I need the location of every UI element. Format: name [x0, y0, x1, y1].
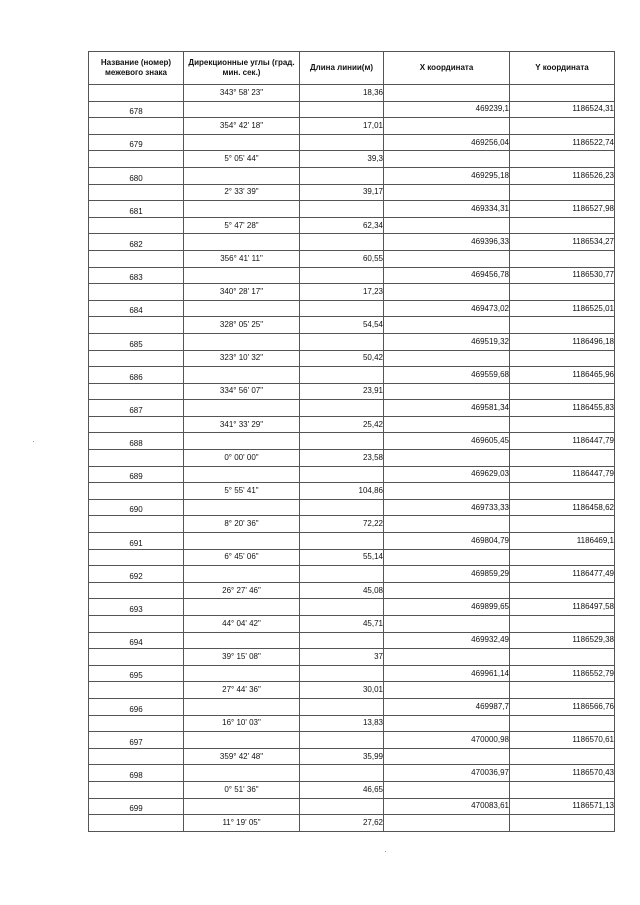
empty-cell — [510, 250, 615, 267]
table-row — [89, 748, 615, 765]
table-row — [89, 715, 615, 732]
empty-cell — [510, 649, 615, 666]
empty-cell — [510, 184, 615, 201]
empty-cell — [89, 250, 184, 267]
empty-cell — [89, 317, 184, 334]
empty-cell — [184, 167, 300, 184]
empty-cell — [184, 234, 300, 251]
x-coordinate-cell: 469559,68 — [384, 367, 510, 384]
y-coordinate-cell: 1186534,27 — [510, 234, 615, 251]
empty-cell — [184, 632, 300, 649]
empty-cell — [384, 549, 510, 566]
table-row — [89, 201, 615, 218]
empty-cell — [89, 284, 184, 301]
y-coordinate-cell: 1186525,01 — [510, 300, 615, 317]
empty-cell — [89, 118, 184, 135]
empty-cell — [384, 748, 510, 765]
empty-cell — [300, 134, 384, 151]
empty-cell — [89, 383, 184, 400]
empty-cell — [89, 748, 184, 765]
empty-cell — [384, 184, 510, 201]
empty-cell — [510, 383, 615, 400]
line-length-cell: 23,58 — [300, 450, 384, 467]
table-row — [89, 400, 615, 417]
direction-angle-cell: 0° 51' 36" — [184, 781, 300, 798]
table-row — [89, 798, 615, 815]
direction-angle-cell: 5° 05' 44" — [184, 151, 300, 168]
empty-cell — [384, 85, 510, 102]
table-row — [89, 599, 615, 616]
y-coordinate-cell: 1186570,61 — [510, 732, 615, 749]
y-coordinate-cell: 1186447,79 — [510, 466, 615, 483]
line-length-cell: 62,34 — [300, 217, 384, 234]
point-name-cell: 685 — [89, 333, 184, 350]
line-length-cell: 25,42 — [300, 416, 384, 433]
point-name-cell: 680 — [89, 167, 184, 184]
empty-cell — [300, 333, 384, 350]
empty-cell — [510, 781, 615, 798]
scan-speck — [33, 441, 34, 442]
empty-cell — [89, 582, 184, 599]
empty-cell — [89, 549, 184, 566]
empty-cell — [184, 665, 300, 682]
line-length-cell: 18,36 — [300, 85, 384, 102]
empty-cell — [384, 350, 510, 367]
y-coordinate-cell: 1186529,38 — [510, 632, 615, 649]
empty-cell — [384, 317, 510, 334]
empty-cell — [184, 698, 300, 715]
empty-cell — [300, 765, 384, 782]
x-coordinate-cell: 469581,34 — [384, 400, 510, 417]
empty-cell — [384, 815, 510, 832]
empty-cell — [510, 118, 615, 135]
point-name-cell: 693 — [89, 599, 184, 616]
line-length-cell: 54,54 — [300, 317, 384, 334]
empty-cell — [89, 450, 184, 467]
y-coordinate-cell: 1186458,62 — [510, 499, 615, 516]
empty-cell — [89, 781, 184, 798]
empty-cell — [384, 616, 510, 633]
x-coordinate-cell: 469859,29 — [384, 566, 510, 583]
y-coordinate-cell: 1186469,1 — [510, 533, 615, 550]
direction-angle-cell: 359° 42' 48" — [184, 748, 300, 765]
empty-cell — [184, 732, 300, 749]
line-length-cell: 60,55 — [300, 250, 384, 267]
point-name-cell: 694 — [89, 632, 184, 649]
table-row — [89, 815, 615, 832]
empty-cell — [89, 649, 184, 666]
line-length-cell: 39,17 — [300, 184, 384, 201]
empty-cell — [184, 267, 300, 284]
empty-cell — [300, 234, 384, 251]
empty-cell — [184, 300, 300, 317]
empty-cell — [510, 85, 615, 102]
y-coordinate-cell: 1186455,83 — [510, 400, 615, 417]
empty-cell — [510, 284, 615, 301]
empty-cell — [300, 665, 384, 682]
table-row — [89, 632, 615, 649]
x-coordinate-cell: 469295,18 — [384, 167, 510, 184]
table-row — [89, 781, 615, 798]
y-coordinate-cell: 1186465,96 — [510, 367, 615, 384]
empty-cell — [384, 416, 510, 433]
table-row — [89, 151, 615, 168]
y-coordinate-cell: 1186522,74 — [510, 134, 615, 151]
empty-cell — [184, 466, 300, 483]
direction-angle-cell: 0° 00' 00" — [184, 450, 300, 467]
x-coordinate-cell: 470000,98 — [384, 732, 510, 749]
table-row — [89, 466, 615, 483]
empty-cell — [510, 815, 615, 832]
table-row — [89, 101, 615, 118]
table-row — [89, 333, 615, 350]
empty-cell — [510, 350, 615, 367]
empty-cell — [184, 533, 300, 550]
empty-cell — [89, 350, 184, 367]
table-row — [89, 433, 615, 450]
empty-cell — [300, 367, 384, 384]
table-row — [89, 383, 615, 400]
empty-cell — [300, 400, 384, 417]
empty-cell — [184, 433, 300, 450]
table-row — [89, 649, 615, 666]
y-coordinate-cell: 1186447,79 — [510, 433, 615, 450]
x-coordinate-cell: 469932,49 — [384, 632, 510, 649]
empty-cell — [384, 151, 510, 168]
line-length-cell: 45,08 — [300, 582, 384, 599]
header-line-length: Длина линии(м) — [300, 52, 384, 85]
x-coordinate-cell: 470036,97 — [384, 765, 510, 782]
empty-cell — [384, 649, 510, 666]
point-name-cell: 679 — [89, 134, 184, 151]
table-header-row — [89, 52, 615, 85]
direction-angle-cell: 328° 05' 25" — [184, 317, 300, 334]
empty-cell — [384, 450, 510, 467]
line-length-cell: 17,01 — [300, 118, 384, 135]
empty-cell — [300, 267, 384, 284]
line-length-cell: 35,99 — [300, 748, 384, 765]
table-row — [89, 416, 615, 433]
empty-cell — [300, 732, 384, 749]
x-coordinate-cell: 469334,31 — [384, 201, 510, 218]
empty-cell — [184, 499, 300, 516]
empty-cell — [384, 217, 510, 234]
empty-cell — [510, 715, 615, 732]
table-row — [89, 118, 615, 135]
point-name-cell: 692 — [89, 566, 184, 583]
empty-cell — [300, 499, 384, 516]
y-coordinate-cell: 1186552,79 — [510, 665, 615, 682]
table-row — [89, 250, 615, 267]
table-row — [89, 549, 615, 566]
direction-angle-cell: 5° 47' 28" — [184, 217, 300, 234]
line-length-cell: 50,42 — [300, 350, 384, 367]
line-length-cell: 37 — [300, 649, 384, 666]
line-length-cell: 104,86 — [300, 483, 384, 500]
y-coordinate-cell: 1186571,13 — [510, 798, 615, 815]
empty-cell — [184, 134, 300, 151]
empty-cell — [510, 516, 615, 533]
empty-cell — [510, 748, 615, 765]
y-coordinate-cell: 1186496,18 — [510, 333, 615, 350]
table-row — [89, 85, 615, 102]
line-length-cell: 23,91 — [300, 383, 384, 400]
direction-angle-cell: 11° 19' 05" — [184, 815, 300, 832]
point-name-cell: 688 — [89, 433, 184, 450]
header-x-coordinate: X координата — [384, 52, 510, 85]
empty-cell — [384, 516, 510, 533]
table-row — [89, 317, 615, 334]
direction-angle-cell: 323° 10' 32" — [184, 350, 300, 367]
empty-cell — [510, 151, 615, 168]
empty-cell — [184, 566, 300, 583]
empty-cell — [510, 549, 615, 566]
point-name-cell: 683 — [89, 267, 184, 284]
point-name-cell: 691 — [89, 533, 184, 550]
direction-angle-cell: 343° 58' 23" — [184, 85, 300, 102]
direction-angle-cell: 39° 15' 08" — [184, 649, 300, 666]
x-coordinate-cell: 469519,32 — [384, 333, 510, 350]
empty-cell — [300, 167, 384, 184]
direction-angle-cell: 8° 20' 36" — [184, 516, 300, 533]
table-row — [89, 533, 615, 550]
direction-angle-cell: 6° 45' 06" — [184, 549, 300, 566]
line-length-cell: 27,62 — [300, 815, 384, 832]
x-coordinate-cell: 469987,7 — [384, 698, 510, 715]
x-coordinate-cell: 469239,1 — [384, 101, 510, 118]
table-row — [89, 350, 615, 367]
table-row — [89, 134, 615, 151]
direction-angle-cell: 2° 33' 39" — [184, 184, 300, 201]
line-length-cell: 55,14 — [300, 549, 384, 566]
table-row — [89, 184, 615, 201]
table-row — [89, 234, 615, 251]
x-coordinate-cell: 469629,03 — [384, 466, 510, 483]
x-coordinate-cell: 469961,14 — [384, 665, 510, 682]
point-name-cell: 687 — [89, 400, 184, 417]
line-length-cell: 39,3 — [300, 151, 384, 168]
x-coordinate-cell: 469605,45 — [384, 433, 510, 450]
empty-cell — [89, 483, 184, 500]
table-body — [89, 85, 615, 832]
empty-cell — [300, 632, 384, 649]
empty-cell — [384, 284, 510, 301]
point-name-cell: 689 — [89, 466, 184, 483]
line-length-cell: 30,01 — [300, 682, 384, 699]
empty-cell — [184, 367, 300, 384]
empty-cell — [89, 815, 184, 832]
header-point-name: Название (номер) межевого знака — [89, 52, 184, 85]
table-row — [89, 765, 615, 782]
table-row — [89, 665, 615, 682]
direction-angle-cell: 26° 27' 46" — [184, 582, 300, 599]
x-coordinate-cell: 470083,61 — [384, 798, 510, 815]
empty-cell — [184, 333, 300, 350]
empty-cell — [384, 118, 510, 135]
table-row — [89, 698, 615, 715]
table-row — [89, 732, 615, 749]
empty-cell — [510, 450, 615, 467]
direction-angle-cell: 16° 10' 03" — [184, 715, 300, 732]
point-name-cell: 699 — [89, 798, 184, 815]
table-row — [89, 582, 615, 599]
direction-angle-cell: 354° 42' 18" — [184, 118, 300, 135]
point-name-cell: 681 — [89, 201, 184, 218]
empty-cell — [510, 682, 615, 699]
table-row — [89, 616, 615, 633]
empty-cell — [384, 582, 510, 599]
line-length-cell: 72,22 — [300, 516, 384, 533]
table-row — [89, 516, 615, 533]
y-coordinate-cell: 1186566,76 — [510, 698, 615, 715]
point-name-cell: 690 — [89, 499, 184, 516]
table-row — [89, 284, 615, 301]
empty-cell — [300, 201, 384, 218]
direction-angle-cell: 356° 41' 11" — [184, 250, 300, 267]
empty-cell — [89, 616, 184, 633]
y-coordinate-cell: 1186524,31 — [510, 101, 615, 118]
direction-angle-cell: 340° 28' 17" — [184, 284, 300, 301]
x-coordinate-cell: 469473,02 — [384, 300, 510, 317]
empty-cell — [300, 798, 384, 815]
empty-cell — [300, 566, 384, 583]
header-y-coordinate: Y координата — [510, 52, 615, 85]
x-coordinate-cell: 469256,04 — [384, 134, 510, 151]
empty-cell — [184, 101, 300, 118]
table-row — [89, 217, 615, 234]
empty-cell — [184, 765, 300, 782]
empty-cell — [384, 483, 510, 500]
table-row — [89, 566, 615, 583]
direction-angle-cell: 44° 04' 42" — [184, 616, 300, 633]
direction-angle-cell: 334° 56' 07" — [184, 383, 300, 400]
empty-cell — [384, 250, 510, 267]
empty-cell — [300, 433, 384, 450]
empty-cell — [384, 781, 510, 798]
point-name-cell: 686 — [89, 367, 184, 384]
table-row — [89, 267, 615, 284]
y-coordinate-cell: 1186530,77 — [510, 267, 615, 284]
table-row — [89, 499, 615, 516]
empty-cell — [384, 383, 510, 400]
empty-cell — [300, 599, 384, 616]
direction-angle-cell: 5° 55' 41" — [184, 483, 300, 500]
x-coordinate-cell: 469899,65 — [384, 599, 510, 616]
empty-cell — [300, 698, 384, 715]
empty-cell — [89, 516, 184, 533]
table-row — [89, 167, 615, 184]
point-name-cell: 697 — [89, 732, 184, 749]
empty-cell — [510, 483, 615, 500]
y-coordinate-cell: 1186527,98 — [510, 201, 615, 218]
empty-cell — [510, 582, 615, 599]
y-coordinate-cell: 1186526,23 — [510, 167, 615, 184]
point-name-cell: 696 — [89, 698, 184, 715]
line-length-cell: 17,23 — [300, 284, 384, 301]
point-name-cell: 684 — [89, 300, 184, 317]
header-direction-angle: Дирекционные углы (град. мин. сек.) — [184, 52, 300, 85]
point-name-cell: 698 — [89, 765, 184, 782]
y-coordinate-cell: 1186497,58 — [510, 599, 615, 616]
line-length-cell: 45,71 — [300, 616, 384, 633]
empty-cell — [184, 201, 300, 218]
table-row — [89, 682, 615, 699]
direction-angle-cell: 341° 33' 29" — [184, 416, 300, 433]
boundary-points-table — [88, 51, 615, 832]
empty-cell — [89, 151, 184, 168]
empty-cell — [184, 400, 300, 417]
line-length-cell: 13,83 — [300, 715, 384, 732]
direction-angle-cell: 27° 44' 36" — [184, 682, 300, 699]
y-coordinate-cell: 1186477,49 — [510, 566, 615, 583]
table-row — [89, 300, 615, 317]
table-row — [89, 483, 615, 500]
point-name-cell: 682 — [89, 234, 184, 251]
x-coordinate-cell: 469396,33 — [384, 234, 510, 251]
point-name-cell: 695 — [89, 665, 184, 682]
empty-cell — [510, 416, 615, 433]
empty-cell — [510, 317, 615, 334]
x-coordinate-cell: 469804,79 — [384, 533, 510, 550]
empty-cell — [89, 682, 184, 699]
empty-cell — [510, 616, 615, 633]
empty-cell — [384, 682, 510, 699]
empty-cell — [510, 217, 615, 234]
empty-cell — [184, 798, 300, 815]
x-coordinate-cell: 469733,33 — [384, 499, 510, 516]
empty-cell — [89, 715, 184, 732]
point-name-cell: 678 — [89, 101, 184, 118]
x-coordinate-cell: 469456,78 — [384, 267, 510, 284]
empty-cell — [89, 184, 184, 201]
empty-cell — [300, 300, 384, 317]
empty-cell — [89, 85, 184, 102]
scan-speck — [385, 851, 386, 852]
table-row — [89, 367, 615, 384]
empty-cell — [300, 466, 384, 483]
empty-cell — [300, 101, 384, 118]
empty-cell — [89, 217, 184, 234]
empty-cell — [384, 715, 510, 732]
empty-cell — [89, 416, 184, 433]
line-length-cell: 46,65 — [300, 781, 384, 798]
empty-cell — [300, 533, 384, 550]
table-row — [89, 450, 615, 467]
y-coordinate-cell: 1186570,43 — [510, 765, 615, 782]
empty-cell — [184, 599, 300, 616]
